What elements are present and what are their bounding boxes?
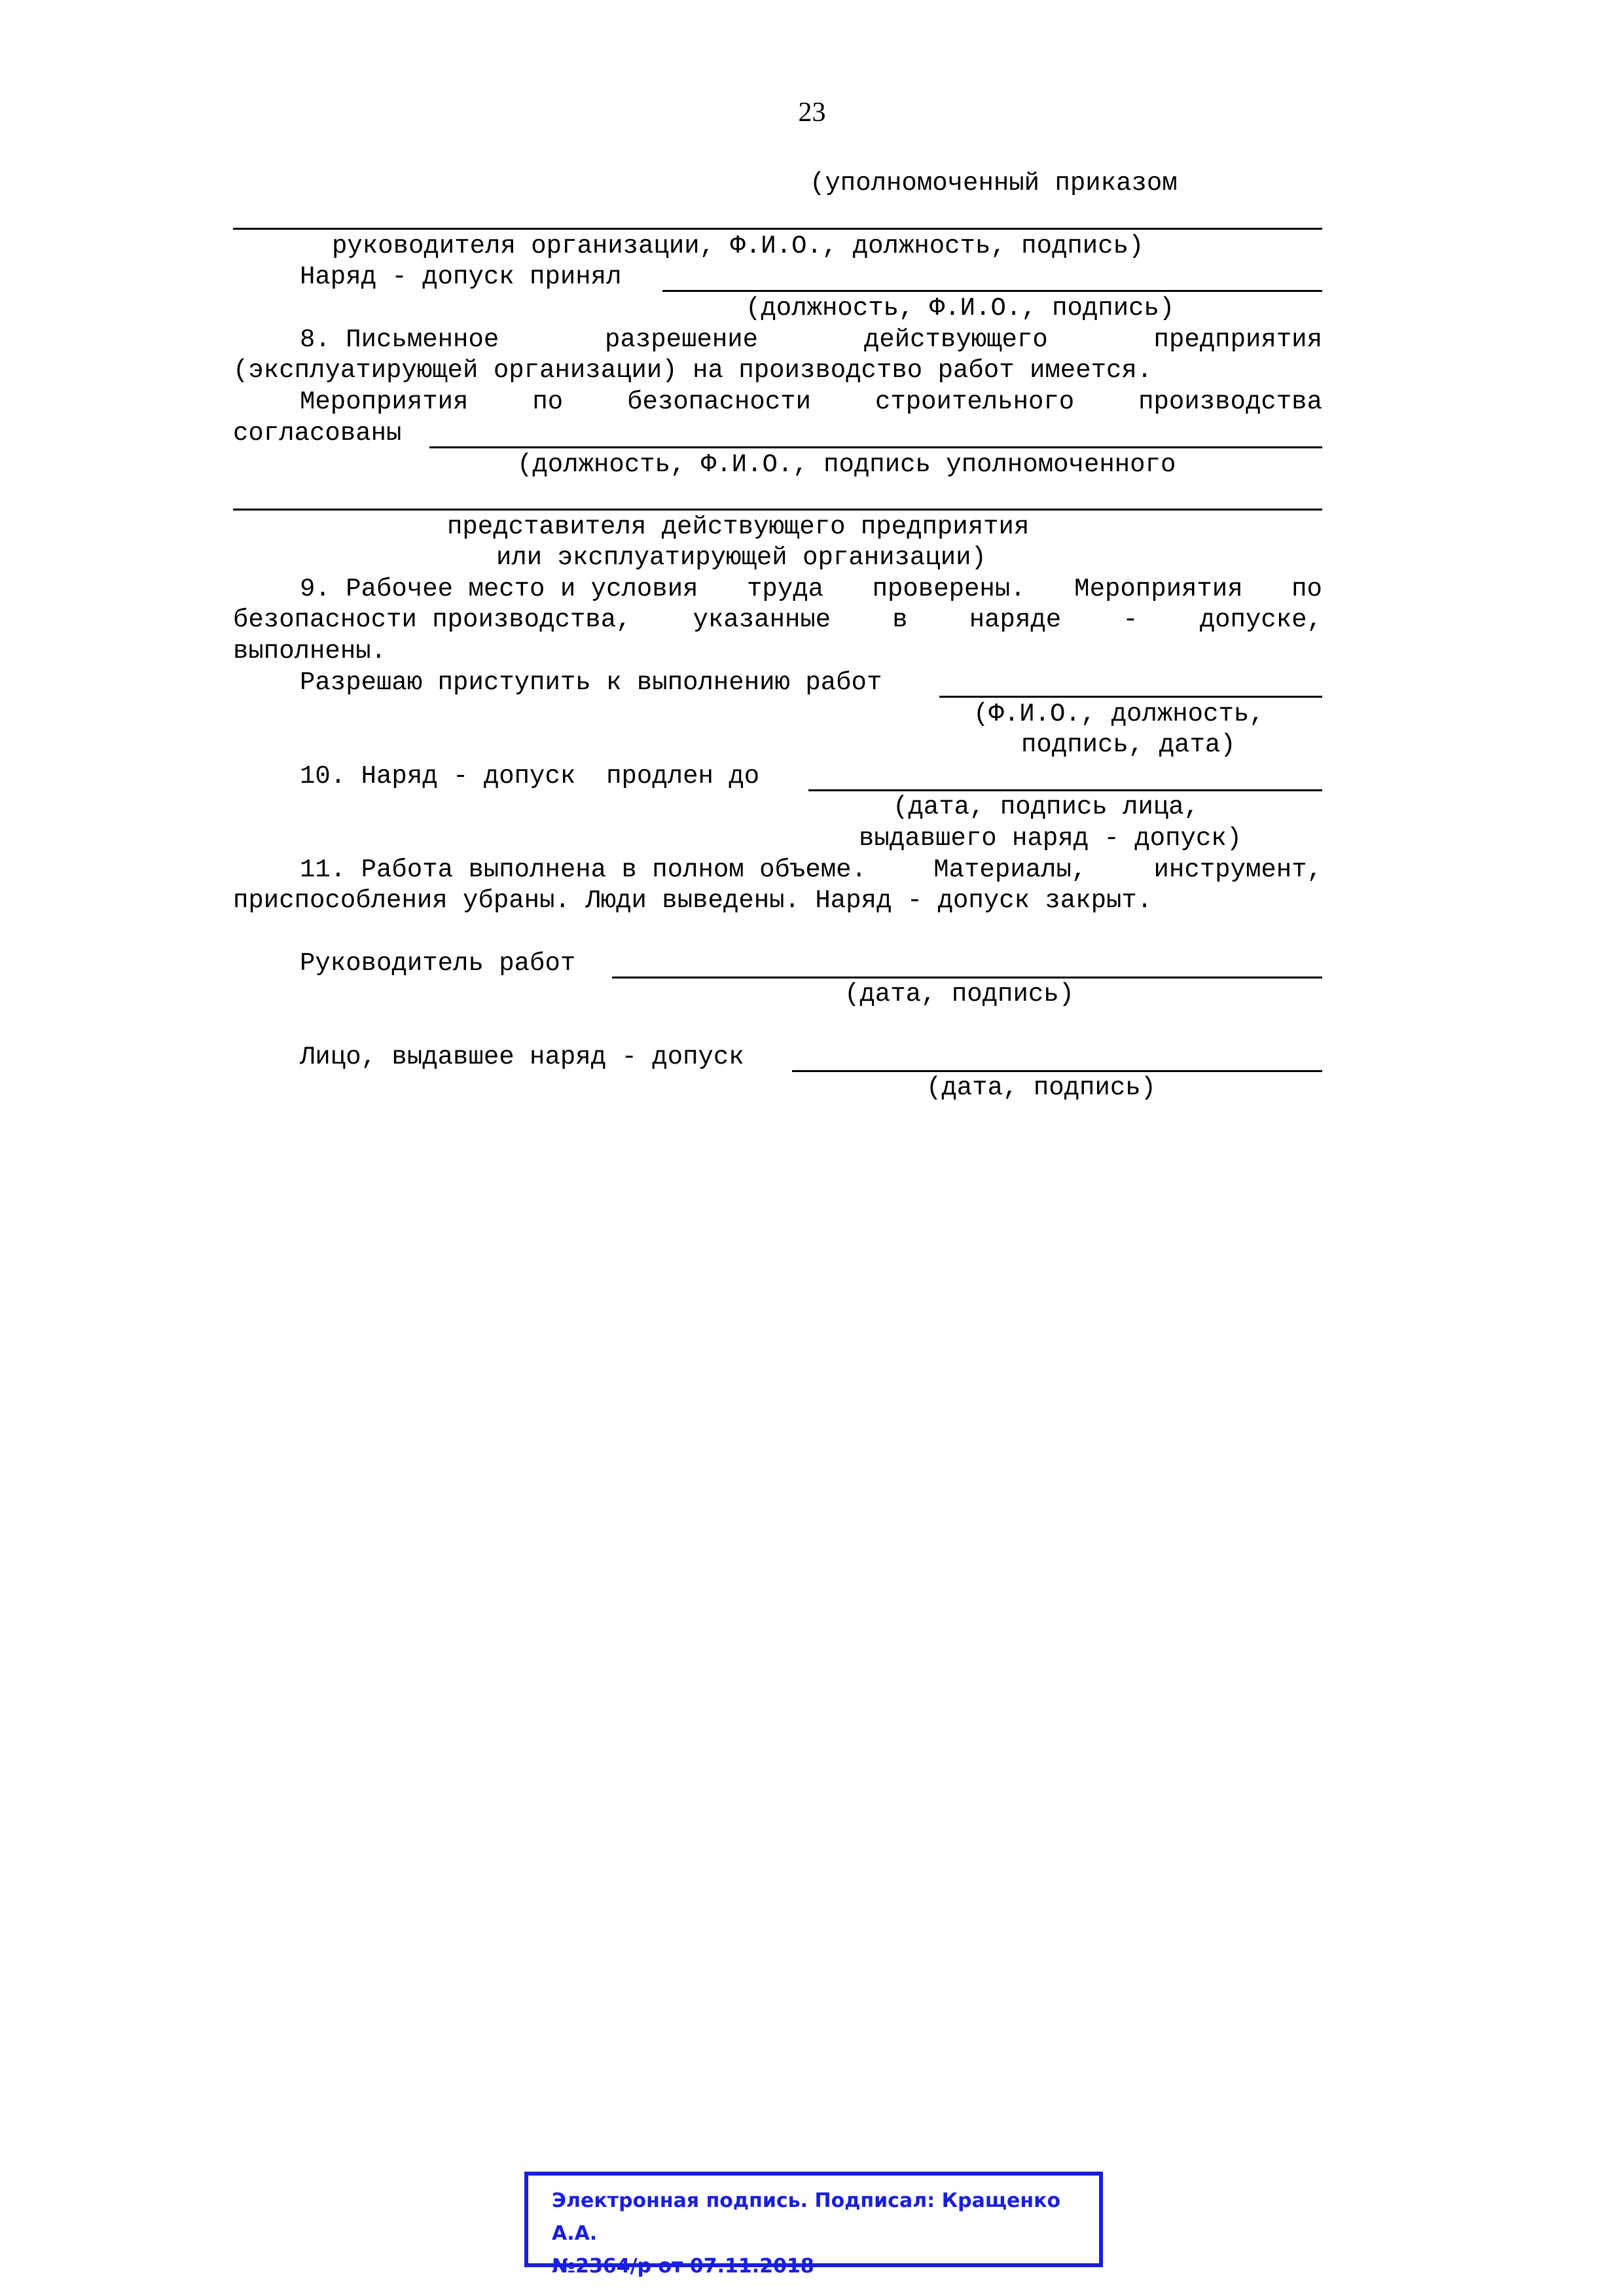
word: труда bbox=[747, 575, 824, 603]
field-label: согласованы bbox=[233, 419, 402, 448]
signature-underline bbox=[792, 1070, 1322, 1072]
field-caption: подпись, дата) bbox=[1021, 730, 1236, 759]
field-label: Наряд - допуск принял bbox=[300, 262, 622, 291]
word: предприятия bbox=[1153, 325, 1322, 354]
word: проверены. bbox=[872, 575, 1026, 603]
word: инструмент, bbox=[1153, 855, 1322, 884]
form-line bbox=[0, 730, 1624, 761]
word: по bbox=[532, 387, 564, 416]
paragraph-line bbox=[0, 636, 1624, 667]
form-line bbox=[0, 792, 1624, 823]
paragraph-line bbox=[0, 325, 1624, 355]
form-line bbox=[0, 293, 1624, 324]
field-caption: (дата, подпись) bbox=[926, 1073, 1157, 1102]
word: 11. Работа выполнена в полном объеме. bbox=[300, 855, 867, 884]
field-label: Разрешаю приступить к выполнению работ bbox=[300, 668, 882, 697]
word: в bbox=[892, 605, 908, 634]
signature-underline bbox=[808, 789, 1322, 791]
stamp-order-line: №2364/р от 07.11.2018 bbox=[552, 2255, 814, 2278]
paragraph-text: выполнены. bbox=[233, 637, 387, 666]
paragraph-line bbox=[0, 886, 1624, 916]
word: Мероприятия bbox=[1074, 575, 1243, 603]
field-caption: или эксплуатирующей организации) bbox=[496, 543, 986, 572]
form-line bbox=[0, 512, 1624, 543]
word: Материалы, bbox=[933, 855, 1087, 884]
form-line bbox=[0, 948, 1624, 979]
signature-underline bbox=[429, 446, 1322, 448]
paragraph-line bbox=[0, 355, 1624, 386]
paragraph-text: (эксплуатирующей организации) на производство работ имеется. bbox=[233, 356, 1153, 385]
field-caption: (дата, подпись лица, bbox=[893, 793, 1200, 821]
word: наряде bbox=[969, 605, 1062, 634]
signature-underline bbox=[233, 509, 1322, 511]
field-label: Лицо, выдавшее наряд - допуск bbox=[300, 1043, 744, 1071]
field-caption: (должность, Ф.И.О., подпись) bbox=[746, 294, 1175, 323]
field-caption: (Ф.И.О., должность, bbox=[973, 700, 1265, 728]
paragraph-line bbox=[0, 574, 1624, 605]
stamp-signer-line: Электронная подпись. Подписал: Кращенко А.А. bbox=[552, 2189, 1061, 2245]
signature-underline bbox=[662, 290, 1322, 292]
form-line bbox=[0, 168, 1624, 199]
word: Мероприятия bbox=[300, 387, 469, 416]
word: - bbox=[1123, 605, 1138, 634]
form-line bbox=[0, 200, 1624, 230]
field-caption: представителя действующего предприятия bbox=[447, 512, 1030, 541]
form-line bbox=[0, 823, 1624, 854]
word: разрешение bbox=[605, 325, 759, 354]
word: 9. Рабочее место и условия bbox=[300, 575, 698, 603]
field-caption: (должность, Ф.И.О., подпись уполномоченного bbox=[517, 450, 1176, 479]
word: строительного bbox=[875, 387, 1075, 416]
word: допуске, bbox=[1199, 605, 1322, 634]
form-line bbox=[0, 262, 1624, 293]
paragraph-line bbox=[0, 605, 1624, 636]
paragraph-line bbox=[0, 855, 1624, 886]
field-caption: выдавшего наряд - допуск) bbox=[859, 824, 1242, 853]
word: безопасности bbox=[627, 387, 811, 416]
form-line bbox=[0, 979, 1624, 1010]
form-line bbox=[0, 761, 1624, 792]
word: производства bbox=[1138, 387, 1322, 416]
word: 8. Письменное bbox=[300, 325, 499, 354]
form-line bbox=[0, 231, 1624, 262]
page-number: 23 bbox=[798, 98, 826, 128]
field-caption: (уполномоченный приказом bbox=[810, 169, 1178, 198]
electronic-signature-stamp bbox=[524, 2172, 1103, 2278]
form-line bbox=[0, 1073, 1624, 1103]
signature-underline bbox=[612, 977, 1322, 978]
form-line bbox=[0, 418, 1624, 449]
form-line bbox=[0, 1042, 1624, 1073]
word: указанные bbox=[693, 605, 831, 634]
form-line bbox=[0, 699, 1624, 730]
field-caption: руководителя организации, Ф.И.О., должность, подпись) bbox=[332, 232, 1144, 260]
form-line bbox=[0, 450, 1624, 480]
form-line bbox=[0, 668, 1624, 698]
signature-underline bbox=[233, 228, 1322, 230]
form-line bbox=[0, 480, 1624, 511]
word: безопасности производства, bbox=[233, 605, 632, 634]
signature-underline bbox=[939, 696, 1322, 698]
field-label: Руководитель работ bbox=[300, 949, 576, 978]
field-caption: (дата, подпись) bbox=[844, 980, 1075, 1009]
paragraph-text: приспособления убраны. Люди выведены. Наряд - допуск закрыт. bbox=[233, 886, 1153, 915]
field-label: 10. Наряд - допуск продлен до bbox=[300, 762, 760, 791]
word: действующего bbox=[863, 325, 1048, 354]
paragraph-line bbox=[0, 387, 1624, 418]
word: по bbox=[1291, 575, 1322, 603]
form-line bbox=[0, 543, 1624, 573]
